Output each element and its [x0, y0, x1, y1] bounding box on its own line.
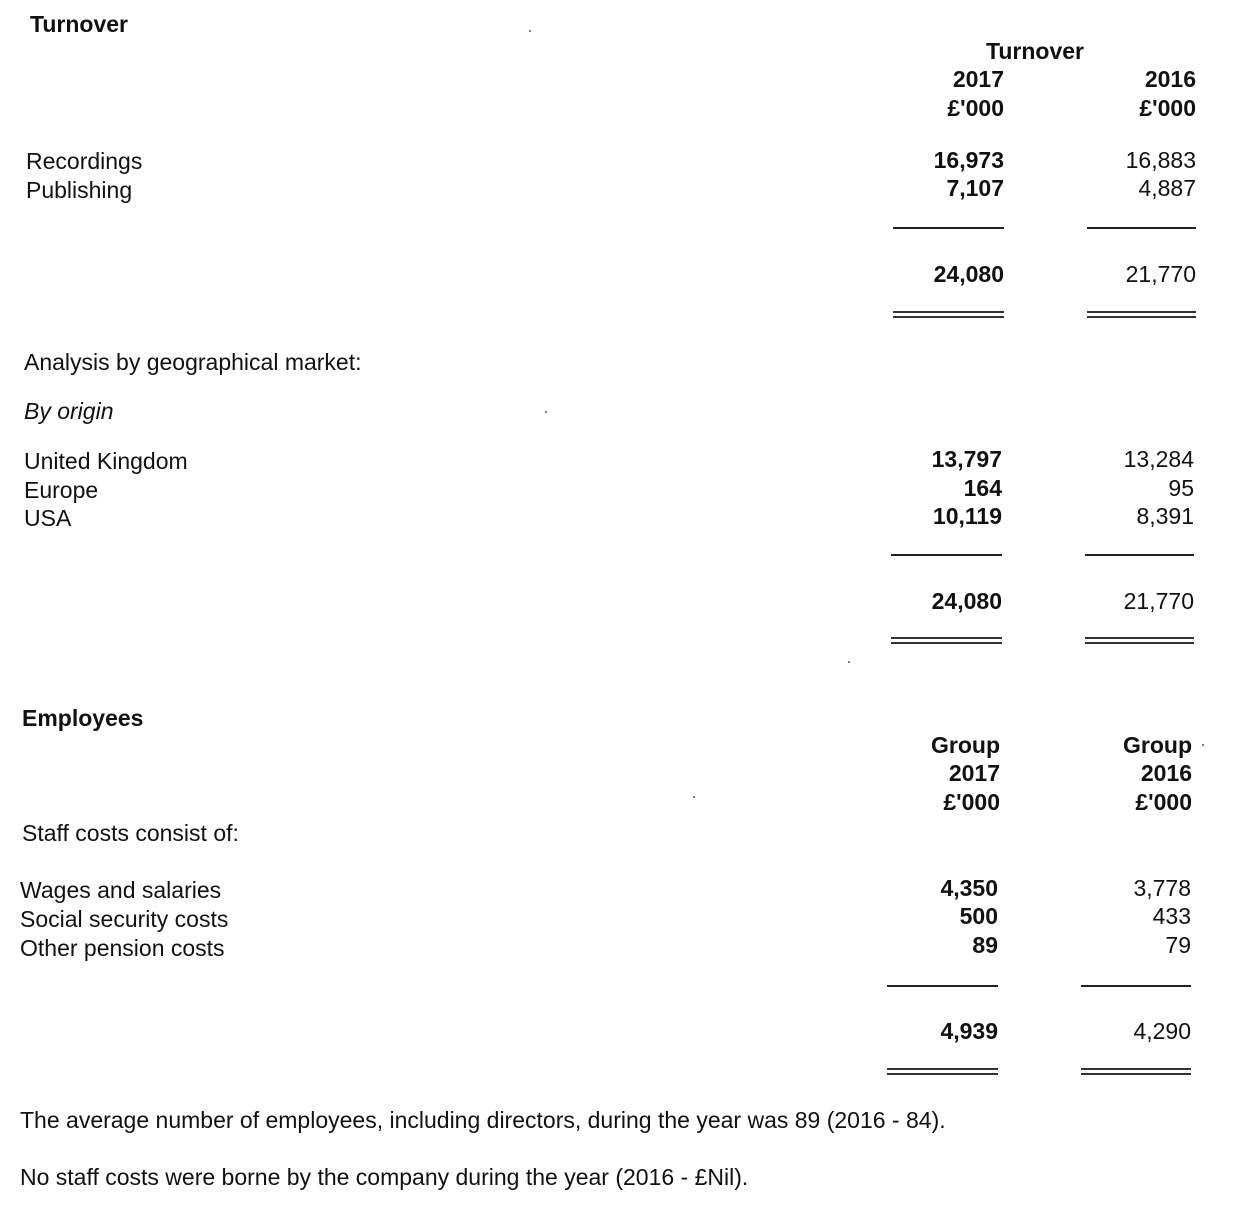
value-publishing-2017: 7,107 [946, 175, 1004, 201]
geographical-total-2017: 24,080 [931, 588, 1002, 614]
value-usa-2016: 8,391 [1136, 503, 1194, 529]
turnover-column-group-header: Turnover [986, 38, 1084, 64]
total-double-rule-2017 [893, 311, 1004, 318]
total-double-rule-2016 [1087, 311, 1196, 318]
turnover-total-2017: 24,080 [933, 261, 1004, 287]
total-double-rule-2017 [891, 637, 1002, 644]
turnover-header-unit-2017: £'000 [947, 95, 1004, 121]
total-double-rule-2017 [887, 1068, 998, 1075]
subtotal-rule-2017 [887, 985, 998, 987]
scan-speck [545, 411, 547, 413]
row-label-united-kingdom: United Kingdom [24, 448, 188, 474]
value-wages-2017: 4,350 [940, 875, 998, 901]
value-social-security-2017: 500 [959, 903, 998, 929]
value-europe-2016: 95 [1168, 475, 1194, 501]
total-double-rule-2016 [1085, 637, 1194, 644]
row-label-wages-and-salaries: Wages and salaries [20, 877, 222, 903]
row-label-other-pension-costs: Other pension costs [20, 935, 225, 961]
value-usa-2017: 10,119 [932, 503, 1002, 529]
subtotal-rule-2016 [1085, 554, 1194, 556]
employees-total-2016: 4,290 [1133, 1018, 1191, 1044]
value-europe-2017: 164 [963, 475, 1002, 501]
employees-header-unit-2017: £'000 [943, 789, 1000, 815]
note-company-staff-costs: No staff costs were borne by the company during the year (2016 - £Nil). [20, 1164, 749, 1190]
employees-header-group-2017: Group [931, 732, 1000, 758]
employees-total-2017: 4,939 [940, 1018, 998, 1044]
value-wages-2016: 3,778 [1133, 875, 1191, 901]
row-label-recordings: Recordings [26, 148, 143, 174]
value-other-pension-2016: 79 [1165, 932, 1191, 958]
subtotal-rule-2017 [891, 554, 1002, 556]
scan-speck [529, 30, 531, 32]
employees-header-year-2016: 2016 [1140, 760, 1192, 786]
geographical-heading: Analysis by geographical market: [24, 349, 362, 375]
turnover-header-year-2017: 2017 [952, 66, 1004, 92]
row-label-publishing: Publishing [26, 177, 133, 203]
scan-speck [1202, 744, 1204, 746]
scan-speck [848, 661, 850, 663]
turnover-total-2016: 21,770 [1125, 261, 1196, 287]
value-recordings-2017: 16,973 [933, 147, 1004, 173]
employees-header-year-2017: 2017 [948, 760, 1000, 786]
total-double-rule-2016 [1081, 1068, 1191, 1075]
value-other-pension-2017: 89 [972, 932, 998, 958]
row-label-usa: USA [24, 505, 72, 531]
section-title-turnover: Turnover [30, 11, 128, 37]
turnover-header-year-2016: 2016 [1144, 66, 1196, 92]
value-social-security-2016: 433 [1152, 903, 1191, 929]
value-recordings-2016: 16,883 [1125, 147, 1196, 173]
employees-header-group-2016: Group [1123, 732, 1192, 758]
subtotal-rule-2016 [1087, 227, 1196, 229]
value-united-kingdom-2016: 13,284 [1123, 446, 1194, 472]
note-average-employees: The average number of employees, including directors, during the year was 89 (2016 - 84). [20, 1107, 946, 1133]
section-title-employees: Employees [22, 705, 144, 731]
value-publishing-2016: 4,887 [1138, 175, 1196, 201]
geographical-subheading: By origin [24, 398, 114, 424]
employees-header-unit-2016: £'000 [1135, 789, 1192, 815]
subtotal-rule-2017 [893, 227, 1004, 229]
row-label-europe: Europe [24, 477, 99, 503]
row-label-social-security-costs: Social security costs [20, 906, 229, 932]
geographical-total-2016: 21,770 [1123, 588, 1194, 614]
scan-speck [693, 796, 695, 798]
staff-costs-intro: Staff costs consist of: [22, 820, 239, 846]
value-united-kingdom-2017: 13,797 [931, 446, 1002, 472]
turnover-header-unit-2016: £'000 [1139, 95, 1196, 121]
subtotal-rule-2016 [1081, 985, 1191, 987]
